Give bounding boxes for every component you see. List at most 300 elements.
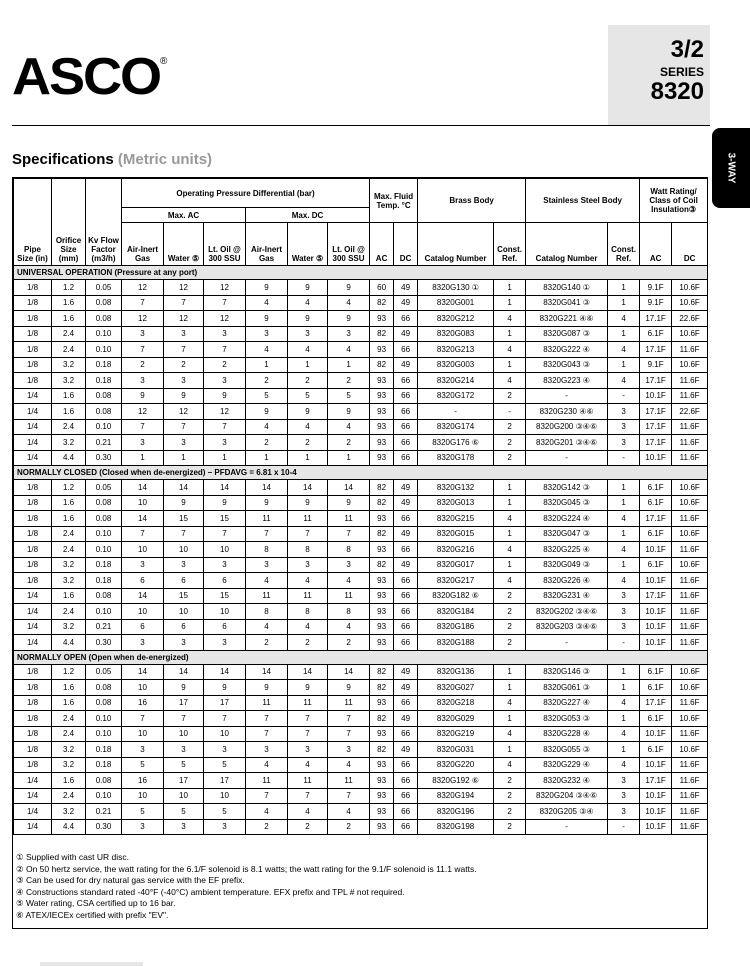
table-row [14, 526, 708, 542]
table-cell: 10.6F [672, 357, 708, 373]
table-cell: 5 [288, 388, 328, 404]
table-cell: 66 [394, 619, 418, 635]
table-cell: 7 [204, 295, 246, 311]
col-brass-const: Const. Ref. [494, 223, 526, 266]
table-cell: 2 [328, 819, 370, 835]
table-cell: 93 [370, 311, 394, 327]
table-cell: 6 [204, 573, 246, 589]
table-cell: 10 [122, 604, 164, 620]
table-cell: 17 [164, 695, 204, 711]
table-cell: 66 [394, 450, 418, 466]
table-cell: 3 [122, 435, 164, 451]
section-title: UNIVERSAL OPERATION (Pressure at any port) [14, 266, 708, 280]
table-cell: 8320G049 ③ [526, 557, 608, 573]
table-cell: 10.6F [672, 280, 708, 296]
table-cell: 10.1F [640, 573, 672, 589]
section-title: NORMALLY CLOSED (Closed when de-energized) – PFDAVG = 6.81 x 10-4 [14, 466, 708, 480]
table-cell: 11.6F [672, 419, 708, 435]
table-cell: 11.6F [672, 804, 708, 820]
table-cell: 11.6F [672, 819, 708, 835]
table-cell: 1/8 [14, 757, 52, 773]
table-cell: 7 [246, 526, 288, 542]
table-cell: 14 [328, 480, 370, 496]
table-cell: 10.1F [640, 804, 672, 820]
table-cell: 1/8 [14, 711, 52, 727]
table-cell: 3.2 [52, 742, 86, 758]
table-cell: 66 [394, 373, 418, 389]
table-cell: 4 [494, 726, 526, 742]
table-cell: 1/4 [14, 773, 52, 789]
table-cell: 1/8 [14, 573, 52, 589]
table-cell: 1/4 [14, 804, 52, 820]
footnote: ② On 50 hertz service, the watt rating for the 6.1/F solenoid is 8.1 watts; the watt rating for the 9.1/F solenoid is 11.1 watts. [16, 863, 477, 874]
table-cell: 10.6F [672, 526, 708, 542]
table-cell: 1/8 [14, 680, 52, 696]
table-cell: 1/4 [14, 404, 52, 420]
table-cell: 4 [246, 804, 288, 820]
table-cell: 2 [494, 773, 526, 789]
col-brass-catalog: Catalog Number [418, 223, 494, 266]
table-cell: 8320G184 [418, 604, 494, 620]
table-cell: 1/8 [14, 480, 52, 496]
table-cell: 2.4 [52, 788, 86, 804]
table-cell: 3.2 [52, 357, 86, 373]
table-cell: 3 [608, 773, 640, 789]
table-cell: 14 [288, 664, 328, 680]
table-cell: 10.1F [640, 450, 672, 466]
table-cell: 4 [246, 619, 288, 635]
table-cell: 49 [394, 280, 418, 296]
table-cell: 1/8 [14, 495, 52, 511]
table-cell: 9 [246, 680, 288, 696]
table-cell: 1.6 [52, 311, 86, 327]
table-cell: 1 [288, 450, 328, 466]
table-cell: 1 [494, 480, 526, 496]
table-cell: 8320G201 ③④⑥ [526, 435, 608, 451]
table-cell: 8320G225 ④ [526, 542, 608, 558]
table-cell: 10.6F [672, 711, 708, 727]
table-cell: 6 [122, 573, 164, 589]
table-cell: 1 [494, 742, 526, 758]
table-cell: 1/4 [14, 819, 52, 835]
table-cell: 11.6F [672, 342, 708, 358]
table-cell: 66 [394, 726, 418, 742]
footnote: ④ Constructions standard rated -40°F (-40°C) ambient temperature. EFX prefix and TPL # not required. [16, 886, 405, 897]
table-cell: 0.05 [86, 480, 122, 496]
table-cell: 66 [394, 342, 418, 358]
table-cell: 14 [122, 664, 164, 680]
table-cell: 9 [288, 680, 328, 696]
table-cell: 66 [394, 573, 418, 589]
table-cell: 3 [246, 557, 288, 573]
table-cell: 6.1F [640, 326, 672, 342]
table-row [14, 404, 708, 420]
table-cell: 3 [164, 326, 204, 342]
table-cell: 4 [494, 695, 526, 711]
table-cell: 66 [394, 804, 418, 820]
table-cell: 17.1F [640, 311, 672, 327]
table-cell: 2 [494, 804, 526, 820]
header-divider [12, 125, 710, 126]
table-cell: 11.6F [672, 726, 708, 742]
table-cell: 4 [288, 342, 328, 358]
table-cell: 4 [288, 295, 328, 311]
table-cell: 1/8 [14, 664, 52, 680]
table-cell: 8320G232 ④ [526, 773, 608, 789]
table-cell: 4 [246, 757, 288, 773]
table-cell: 3 [204, 326, 246, 342]
table-cell: 11.6F [672, 388, 708, 404]
table-cell: 82 [370, 742, 394, 758]
table-cell: 49 [394, 357, 418, 373]
table-cell: 3 [204, 742, 246, 758]
table-cell: 1 [288, 357, 328, 373]
table-cell: 0.08 [86, 680, 122, 696]
table-cell: 2.4 [52, 726, 86, 742]
table-cell: 8320G230 ④⑥ [526, 404, 608, 420]
table-cell: 1 [164, 450, 204, 466]
table-cell: 9.1F [640, 295, 672, 311]
col-ac-air: Air-Inert Gas [122, 223, 164, 266]
table-row [14, 680, 708, 696]
table-cell: 49 [394, 557, 418, 573]
table-cell: 5 [164, 804, 204, 820]
table-cell: 93 [370, 573, 394, 589]
spec-table [13, 178, 708, 835]
table-cell: 1/8 [14, 695, 52, 711]
table-cell: 9 [122, 388, 164, 404]
table-cell: 66 [394, 588, 418, 604]
table-cell: 8320G003 [418, 357, 494, 373]
table-cell: 1 [608, 680, 640, 696]
table-cell: - [526, 450, 608, 466]
table-row [14, 542, 708, 558]
table-cell: 0.10 [86, 711, 122, 727]
table-cell: 1/8 [14, 542, 52, 558]
table-cell: 93 [370, 450, 394, 466]
table-cell: 4 [608, 726, 640, 742]
spec-title-sub: (Metric units) [117, 151, 213, 168]
table-row [14, 311, 708, 327]
table-cell: 11.6F [672, 619, 708, 635]
table-cell: 16 [122, 695, 164, 711]
table-cell: 7 [246, 788, 288, 804]
table-cell: 1/8 [14, 726, 52, 742]
table-cell: 12 [122, 311, 164, 327]
table-cell: 14 [246, 480, 288, 496]
table-cell: 10.1F [640, 542, 672, 558]
table-cell: 17.1F [640, 773, 672, 789]
table-cell: 8 [328, 542, 370, 558]
table-cell: 3 [164, 742, 204, 758]
table-cell: 2 [494, 619, 526, 635]
table-cell: 4 [288, 619, 328, 635]
table-cell: 1 [608, 357, 640, 373]
col-max-ac: Max. AC [122, 208, 246, 223]
table-cell: 8320G219 [418, 726, 494, 742]
table-cell: 1 [608, 557, 640, 573]
table-cell: 82 [370, 357, 394, 373]
col-kv: Kv Flow Factor (m3/h) [86, 179, 122, 266]
table-cell: 3 [328, 557, 370, 573]
table-cell: 4 [288, 757, 328, 773]
table-cell: 9 [328, 280, 370, 296]
table-cell: 10.6F [672, 664, 708, 680]
table-cell: 8320G196 [418, 804, 494, 820]
table-cell: 4 [494, 573, 526, 589]
table-cell: 82 [370, 495, 394, 511]
table-row [14, 588, 708, 604]
table-cell: 8320G204 ③④⑥ [526, 788, 608, 804]
table-cell: 8320G015 [418, 526, 494, 542]
table-cell: 82 [370, 557, 394, 573]
table-cell: 49 [394, 295, 418, 311]
table-cell: 8320G142 ③ [526, 480, 608, 496]
table-cell: 11.6F [672, 604, 708, 620]
table-cell: 1 [608, 326, 640, 342]
table-cell: 17 [204, 773, 246, 789]
table-cell: 2 [494, 388, 526, 404]
table-cell: 8320G226 ④ [526, 573, 608, 589]
table-cell: 4 [246, 573, 288, 589]
table-cell: 9 [204, 388, 246, 404]
table-cell: 1 [608, 711, 640, 727]
table-cell: 93 [370, 342, 394, 358]
table-cell: 8320G027 [418, 680, 494, 696]
table-cell: 2 [494, 435, 526, 451]
table-cell: 0.18 [86, 742, 122, 758]
table-cell: 1/8 [14, 357, 52, 373]
table-cell: 3 [122, 557, 164, 573]
table-cell: 4 [328, 619, 370, 635]
footnote: ③ Can be used for dry natural gas service with the EF prefix. [16, 875, 245, 885]
table-cell: 8 [246, 604, 288, 620]
table-cell: 93 [370, 804, 394, 820]
table-cell: 3.2 [52, 619, 86, 635]
table-cell: - [608, 635, 640, 651]
table-cell: 11.6F [672, 788, 708, 804]
table-cell: 10 [164, 726, 204, 742]
table-cell: 7 [246, 711, 288, 727]
table-cell: 10.1F [640, 619, 672, 635]
table-cell: 14 [288, 480, 328, 496]
table-cell: 2 [246, 635, 288, 651]
table-cell: 10 [164, 604, 204, 620]
table-cell: 1 [122, 450, 164, 466]
table-cell: 5 [122, 804, 164, 820]
col-ss-catalog: Catalog Number [526, 223, 608, 266]
col-dc-oil: Lt. Oil @ 300 SSU [328, 223, 370, 266]
series-number: 8320 [650, 78, 704, 105]
table-cell: 1.6 [52, 404, 86, 420]
table-cell: 10 [204, 542, 246, 558]
table-row [14, 435, 708, 451]
table-cell: 4 [328, 804, 370, 820]
table-cell: 1.2 [52, 480, 86, 496]
table-cell: 49 [394, 742, 418, 758]
table-cell: 0.05 [86, 280, 122, 296]
table-cell: 93 [370, 757, 394, 773]
table-cell: 1 [494, 280, 526, 296]
table-cell: 4 [608, 542, 640, 558]
table-cell: 11.6F [672, 542, 708, 558]
table-cell: 8320G205 ③④ [526, 804, 608, 820]
table-cell: 6 [204, 619, 246, 635]
table-cell: 22.6F [672, 404, 708, 420]
table-cell: 4 [288, 419, 328, 435]
table-cell: 14 [122, 511, 164, 527]
table-cell: 6.1F [640, 680, 672, 696]
table-cell: 5 [164, 757, 204, 773]
table-cell: 0.05 [86, 664, 122, 680]
table-cell: 15 [164, 511, 204, 527]
table-cell: 93 [370, 419, 394, 435]
spec-table-container [12, 177, 708, 929]
table-cell: 3.2 [52, 373, 86, 389]
table-cell: 49 [394, 664, 418, 680]
spec-table-body [14, 266, 708, 835]
table-cell: 66 [394, 542, 418, 558]
table-cell: 7 [328, 526, 370, 542]
table-cell: 0.08 [86, 495, 122, 511]
table-cell: 8320G194 [418, 788, 494, 804]
table-cell: 3 [608, 588, 640, 604]
table-cell: 1/4 [14, 388, 52, 404]
table-cell: 1 [608, 295, 640, 311]
table-cell: 93 [370, 726, 394, 742]
table-cell: 4 [608, 342, 640, 358]
table-cell: 11.6F [672, 757, 708, 773]
table-cell: 17.1F [640, 511, 672, 527]
table-cell: 0.10 [86, 542, 122, 558]
table-cell: 9 [246, 495, 288, 511]
table-cell: 9 [246, 280, 288, 296]
col-temp-dc: DC [394, 223, 418, 266]
table-cell: 2.4 [52, 326, 86, 342]
col-op-pressure: Operating Pressure Differential (bar) [122, 179, 370, 208]
table-cell: 7 [288, 788, 328, 804]
table-cell: 1 [608, 742, 640, 758]
table-cell: 93 [370, 542, 394, 558]
table-cell: 1/8 [14, 295, 52, 311]
table-cell: 9 [288, 495, 328, 511]
table-cell: 1.6 [52, 388, 86, 404]
table-cell: 7 [122, 342, 164, 358]
series-top: 3/2 [670, 36, 704, 63]
table-cell: 14 [164, 480, 204, 496]
table-row [14, 480, 708, 496]
table-cell: 8320G055 ③ [526, 742, 608, 758]
table-cell: 5 [246, 388, 288, 404]
table-cell: 14 [204, 664, 246, 680]
table-cell: 0.18 [86, 573, 122, 589]
table-cell: 2 [288, 635, 328, 651]
table-cell: 3 [608, 619, 640, 635]
table-cell: 4.4 [52, 450, 86, 466]
table-cell: 8320G001 [418, 295, 494, 311]
table-cell: 9 [288, 280, 328, 296]
table-cell: 3 [288, 557, 328, 573]
table-cell: 8320G029 [418, 711, 494, 727]
table-cell: 1 [494, 295, 526, 311]
table-cell: 6.1F [640, 557, 672, 573]
table-cell: 8320G047 ③ [526, 526, 608, 542]
table-cell: 4 [494, 511, 526, 527]
table-cell: 8320G186 [418, 619, 494, 635]
table-cell: 0.10 [86, 788, 122, 804]
table-cell: 1/8 [14, 326, 52, 342]
table-cell: 1 [328, 357, 370, 373]
table-cell: 4.4 [52, 635, 86, 651]
table-cell: 7 [288, 711, 328, 727]
table-cell: 6 [164, 573, 204, 589]
table-cell: 11 [288, 773, 328, 789]
table-cell: 6.1F [640, 480, 672, 496]
table-cell: 66 [394, 404, 418, 420]
table-cell: 1/8 [14, 557, 52, 573]
table-cell: 17 [204, 695, 246, 711]
table-cell: 9 [204, 680, 246, 696]
table-cell: - [608, 450, 640, 466]
table-row [14, 557, 708, 573]
table-cell: 49 [394, 480, 418, 496]
table-cell: 4 [246, 295, 288, 311]
footnote: ⑤ Water rating, CSA certified up to 16 bar. [16, 898, 176, 908]
table-row [14, 295, 708, 311]
table-cell: 11 [246, 695, 288, 711]
table-cell: 8320G140 ① [526, 280, 608, 296]
table-cell: 7 [164, 526, 204, 542]
table-cell: 9 [328, 311, 370, 327]
table-cell: 2 [494, 419, 526, 435]
series-badge [608, 25, 710, 125]
table-cell: 7 [204, 711, 246, 727]
brand-name: ASCO [12, 50, 161, 100]
table-cell: 0.18 [86, 557, 122, 573]
col-ac-water: Water ⑤ [164, 223, 204, 266]
table-row [14, 511, 708, 527]
table-cell: 82 [370, 295, 394, 311]
table-cell: 3 [608, 788, 640, 804]
table-cell: 1 [494, 326, 526, 342]
table-cell: 9 [288, 311, 328, 327]
table-cell: 9 [246, 311, 288, 327]
table-cell: - [526, 635, 608, 651]
table-cell: 9 [328, 404, 370, 420]
table-cell: 93 [370, 788, 394, 804]
table-cell: 4 [288, 804, 328, 820]
table-cell: 17.1F [640, 588, 672, 604]
table-cell: 6.1F [640, 742, 672, 758]
table-cell: 1 [494, 557, 526, 573]
table-cell: 1/8 [14, 311, 52, 327]
table-cell: 3 [204, 635, 246, 651]
table-cell: 1 [608, 526, 640, 542]
table-cell: 8320G013 [418, 495, 494, 511]
table-cell: 1.6 [52, 511, 86, 527]
table-cell: 3 [608, 404, 640, 420]
table-cell: 8320G228 ④ [526, 726, 608, 742]
table-cell: 82 [370, 680, 394, 696]
table-cell: 10.1F [640, 819, 672, 835]
table-cell: 10 [122, 495, 164, 511]
table-cell: 12 [122, 280, 164, 296]
table-cell: 8320G227 ④ [526, 695, 608, 711]
table-cell: 3 [164, 557, 204, 573]
table-row [14, 573, 708, 589]
table-cell: 9 [164, 388, 204, 404]
table-cell: 11.6F [672, 373, 708, 389]
